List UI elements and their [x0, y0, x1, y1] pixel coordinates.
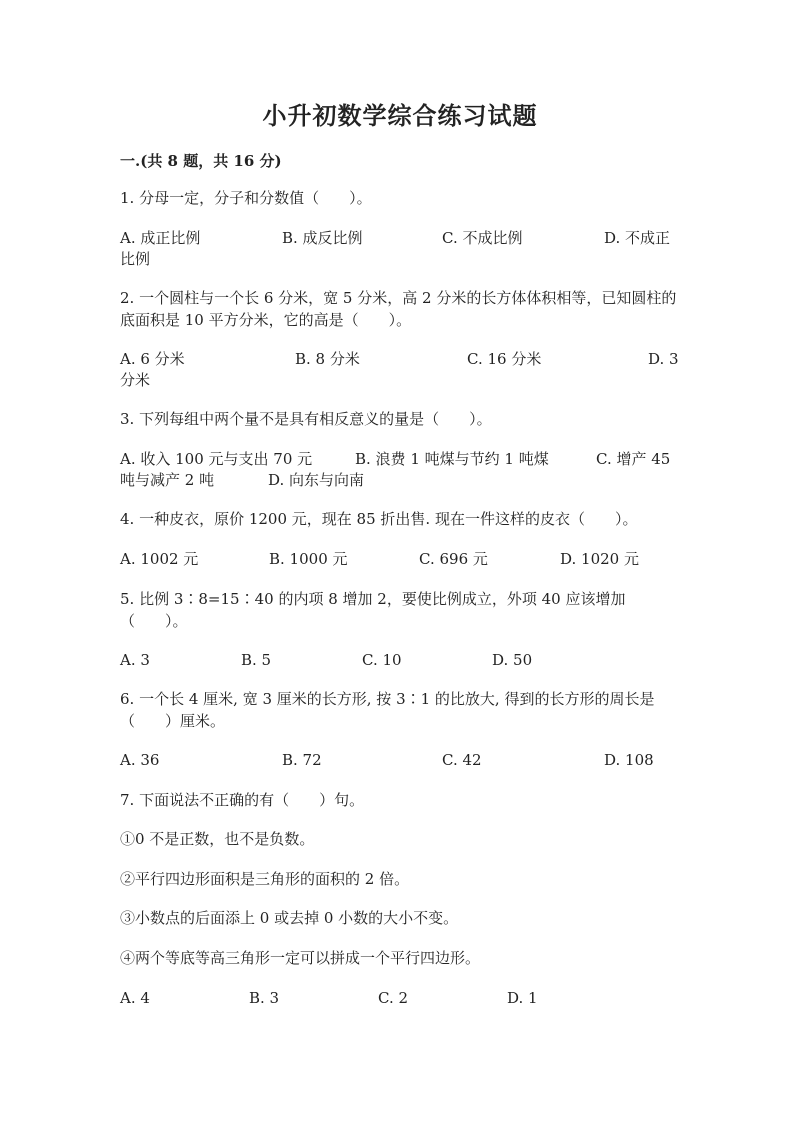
option-d: D. 108 [604, 751, 654, 769]
option-c: C. 2 [378, 989, 409, 1007]
option-c: C. 696 元 [419, 550, 488, 568]
option-b: B. 72 [282, 751, 322, 769]
option-b: B. 1000 元 [269, 550, 348, 568]
question-4: 4. 一种皮衣，原价 1200 元，现在 85 折出售. 现在一件这样的皮衣（ ）。 [120, 510, 638, 528]
option-d: D. 50 [492, 651, 533, 669]
option-a: A. 收入 100 元与支出 70 元 [120, 450, 313, 468]
statement-2: ②平行四边形面积是三角形的面积的 2 倍。 [120, 870, 410, 888]
option-d: D. 向东与向南 [268, 471, 365, 489]
question-2-options [120, 348, 680, 370]
option-a: A. 36 [120, 751, 160, 769]
question-1: 1. 分母一定，分子和分数值（ ）。 [120, 189, 372, 207]
option-b: B. 8 分米 [295, 350, 360, 368]
option-a: A. 4 [120, 989, 150, 1007]
question-4-options [120, 548, 680, 570]
statement-4: ④两个等底等高三角形一定可以拼成一个平行四边形。 [120, 949, 481, 967]
option-c: C. 42 [442, 751, 482, 769]
question-3-options-continued [120, 469, 680, 491]
statement-1: ①0 不是正数，也不是负数。 [120, 830, 315, 848]
question-2: 2. 一个圆柱与一个长 6 分米，宽 5 分米，高 2 分米的长方体体积相等，已知圆柱的底面积是 10 平方分米，它的高是（ ）。 [120, 289, 677, 329]
question-5: 5. 比例 3∶8=15∶40 的内项 8 增加 2，要使比例成立，外项 40 应该增加（ ）。 [120, 590, 626, 630]
question-7: 7. 下面说法不正确的有（ ）句。 [120, 791, 365, 809]
option-c: C. 10 [362, 651, 402, 669]
question-3: 3. 下列每组中两个量不是具有相反意义的量是（ ）。 [120, 410, 492, 428]
option-b: B. 5 [241, 651, 272, 669]
option-a: A. 成正比例 [120, 229, 201, 247]
option-b: B. 成反比例 [282, 229, 363, 247]
option-b: B. 3 [249, 989, 280, 1007]
option-c: C. 16 分米 [467, 350, 542, 368]
option-a: A. 3 [120, 651, 150, 669]
page-title: 小升初数学综合练习试题 [262, 101, 538, 130]
question-6-options [120, 749, 680, 771]
option-d: D. 3 [648, 350, 679, 368]
option-b: B. 浪费 1 吨煤与节约 1 吨煤 [355, 450, 549, 468]
question-5-options [120, 649, 680, 671]
option-d-continued: 分米 [120, 371, 151, 389]
option-c-continued: 吨与减产 2 吨 [120, 471, 215, 489]
question-6: 6. 一个长 4 厘米, 宽 3 厘米的长方形, 按 3∶1 的比放大, 得到的长方形的周长是（ ）厘米。 [120, 690, 655, 730]
section-heading: 一.(共 8 题，共 16 分) [120, 152, 282, 170]
option-d: D. 不成正 [604, 229, 671, 247]
statement-3: ③小数点的后面添上 0 或去掉 0 小数的大小不变。 [120, 909, 459, 927]
question-3-options [120, 448, 680, 470]
option-c: C. 增产 45 [596, 450, 671, 468]
option-d: D. 1020 元 [560, 550, 639, 568]
option-a: A. 1002 元 [120, 550, 199, 568]
option-c: C. 不成比例 [442, 229, 523, 247]
option-d: D. 1 [507, 989, 538, 1007]
option-a: A. 6 分米 [120, 350, 185, 368]
option-d-continued: 比例 [120, 250, 151, 268]
question-7-options [120, 987, 680, 1009]
question-1-options [120, 227, 680, 249]
